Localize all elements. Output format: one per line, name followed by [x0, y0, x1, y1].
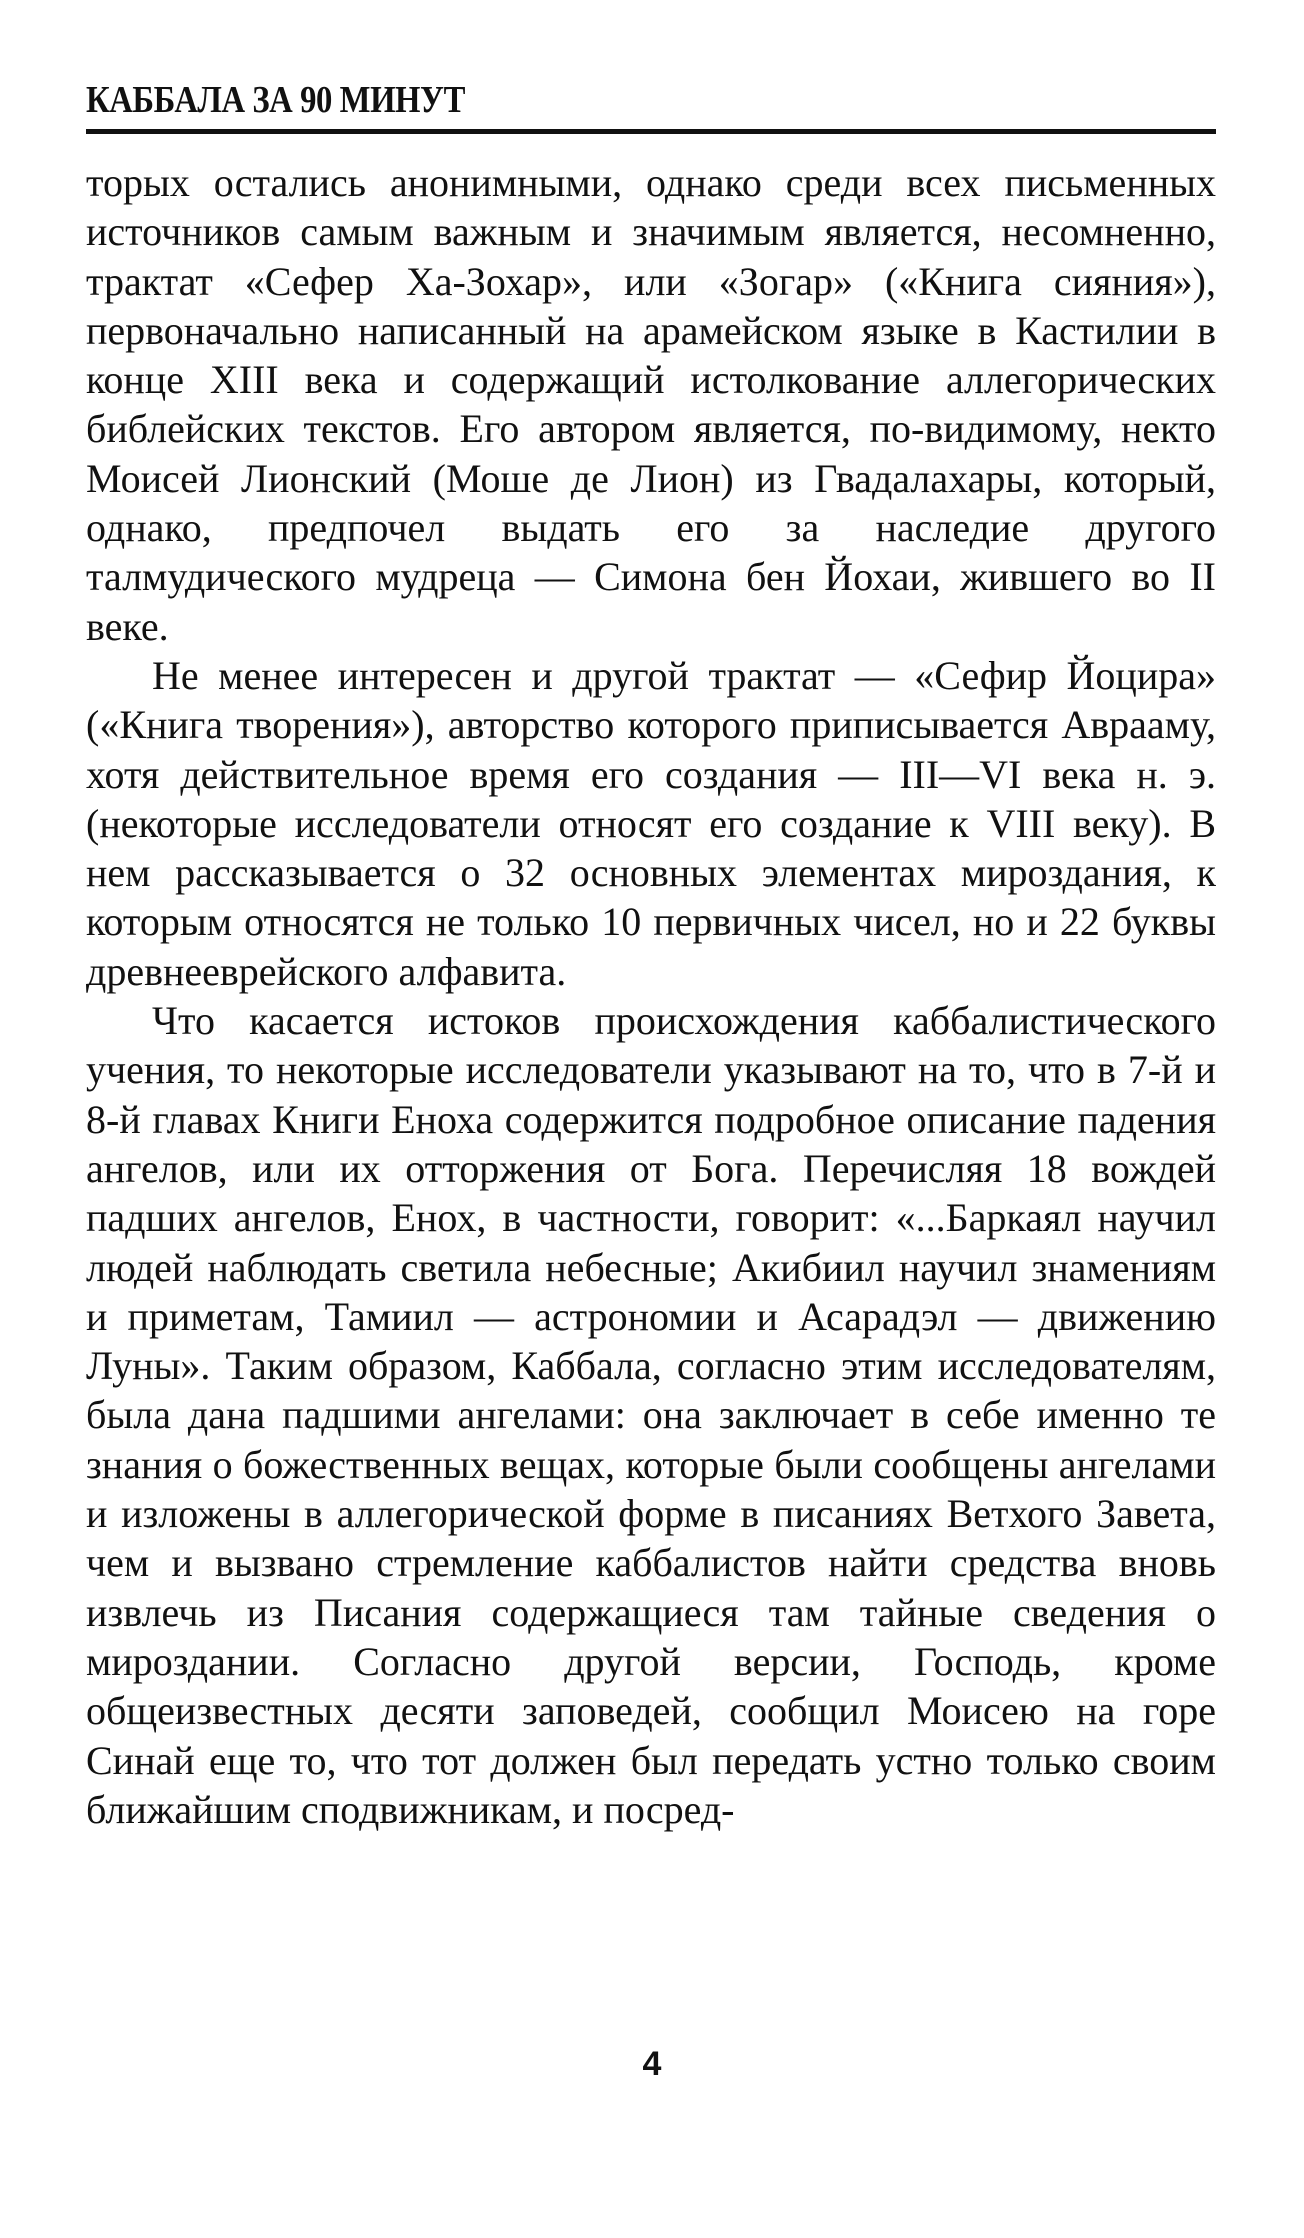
body-text — [86, 158, 1216, 1834]
running-header-title: КАББАЛА ЗА 90 МИНУТ — [86, 79, 465, 121]
paragraph-origins: Что касается истоков происхождения каббалистического учения, то некоторые исследователи указывают на то, что в 7-й и 8-й главах Книги Еноха содержится подробное описание падения ангелов, или их отторжения от Бога. Перечисляя 18 вождей падших ангелов, Енох, в частности, говорит: «...Баркаял научил людей наблюдать светила небесные; Акибиил научил знамениям и приметам, Тамиил — астрономии и Асарадэл — движению Луны». Таким образом, Каббала, согласно этим исследователям, была дана падшими ангелами: она заключает в себе именно те знания о божественных вещах, которые были сообщены ангелами и изложены в аллегорической форме в писаниях Ветхого Завета, чем и вызвано стремление каббалистов найти средства вновь извлечь из Писания содержащиеся там тайные сведения о мироздании. Согласно другой версии, Господь, кроме общеизвестных десяти заповедей, сообщил Моисею на горе Синай еще то, что тот должен был передать устно только своим ближайшим сподвижникам, и посред- — [86, 998, 1216, 1832]
running-header — [86, 80, 1216, 120]
paragraph-sefer-yetzirah: Не менее интересен и другой трактат — «Сефир Йоцира» («Книга творения»), авторство которого приписывается Аврааму, хотя действительное время его создания — III—VI века н. э. (некоторые исследователи относят его создание к VIII веку). В нем рассказывается о 32 основных элементах мироздания, к которым относятся не только 10 первичных чисел, но и 22 буквы древнееврейского алфавита. — [86, 652, 1216, 994]
page-number: 4 — [642, 2045, 662, 2083]
header-rule — [86, 129, 1216, 134]
paragraph-continued: торых остались анонимными, однако среди всех письменных источников самым важным и значимым является, несомненно, трактат «Сефер Ха-Зохар», или «Зогар» («Книга сияния»), первоначально написанный на арамейском языке в Кастилии в конце XIII века и содержащий истолкование аллегорических библейских текстов. Его автором является, по-видимому, некто Моисей Лионский (Моше де Лион) из Гвадалахары, который, однако, предпочел выдать его за наследие другого талмудического мудреца — Симона бен Йохаи, жившего во II веке. — [86, 160, 1216, 649]
